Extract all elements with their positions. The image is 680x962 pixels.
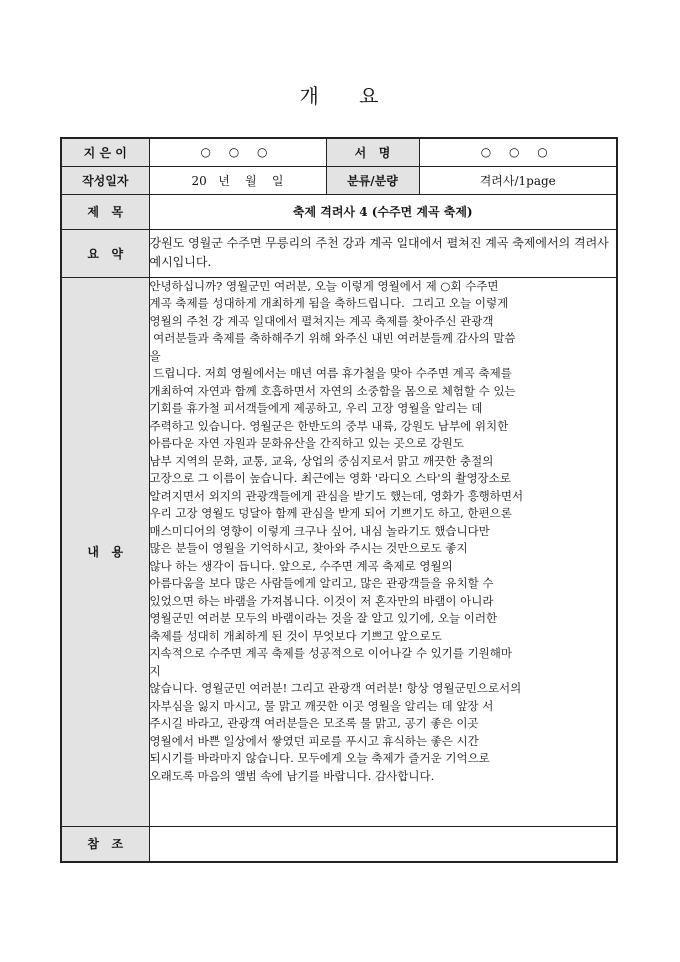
content-line: 오래도록 마음의 앨범 속에 남기를 바랍니다. 감사합니다. — [149, 768, 435, 783]
subject-value: 축제 격려사 4 (수주면 계곡 축제) — [149, 194, 617, 229]
author-label: 지 은 이 — [61, 138, 149, 166]
content-line: 많은 분들이 영월을 기억하시고, 찾아와 주시는 것만으로도 좋지 — [149, 541, 468, 555]
content-line: 매스미디어의 영향이 이렇게 크구나 싶어, 내심 놀라기도 했습니다만 — [149, 523, 490, 538]
date-label: 작성일자 — [61, 166, 149, 194]
content-body — [149, 277, 617, 826]
content-line: 개최하여 자연과 함께 호흡하면서 자연의 소중함을 몸으로 체험할 수 있는 — [149, 383, 516, 398]
content-line: 영월에서 바쁜 일상에서 쌓였던 피로를 푸시고 휴식하는 좋은 시간 — [149, 733, 479, 748]
signature-value: ○ ○ ○ — [419, 138, 617, 166]
content-line: 아름다운 자연 자원과 문화유산을 간직하고 있는 곳으로 강원도 — [149, 436, 464, 450]
summary-value: 강원도 영월군 수주면 무릉리의 주천 강과 계곡 일대에서 펼쳐진 계곡 축제에서의 격려사 예시입니다. — [149, 229, 617, 277]
content-line: 드립니다. 저희 영월에서는 매년 여름 휴가철을 맞아 수주면 계곡 축제를 — [149, 366, 512, 380]
content-line: 주력하고 있습니다. 영월군은 한반도의 중부 내륙, 강원도 남부에 위치한 — [149, 418, 509, 433]
content-line: 계곡 축제를 성대하게 개최하게 됨을 축하드립니다. 그리고 오늘 이렇게 — [149, 296, 509, 310]
content-line: 않습니다. 영월군민 여러분! 그리고 관광객 여러분! 항상 영월군민으로서의 — [149, 681, 522, 695]
reference-row — [61, 826, 617, 862]
content-line: 우리 고장 영월도 덩달아 함께 관심을 받게 되어 기쁘기도 하고, 한편으론 — [149, 506, 512, 520]
content-line: 지속적으로 수주면 계곡 축제를 성공적으로 이어나갈 수 있기를 기원해마 — [149, 646, 513, 660]
content-line: 영월군민 여러분 모두의 바램이라는 것을 잘 알고 있기에, 오늘 이러한 — [149, 611, 498, 625]
page-title: 개 요 — [299, 84, 381, 108]
content-line: 영월의 주천 강 계곡 일대에서 펼쳐지는 계곡 축제를 찾아주신 관광객 — [149, 313, 494, 328]
content-line: 아름다움을 보다 많은 사람들에게 알리고, 많은 관광객들을 유치할 수 — [149, 576, 494, 590]
reference-value — [149, 826, 617, 862]
content-line: 알려지면서 외지의 관광객들에게 관심을 받기도 했는데, 영화가 흥행하면서 — [149, 488, 524, 503]
author-row — [61, 138, 617, 166]
content-text — [150, 278, 617, 786]
date-row — [61, 166, 617, 194]
content-line: 을 — [149, 348, 161, 363]
content-line: 지 — [149, 663, 161, 678]
content-line: 안녕하십니까? 영월군민 여러분, 오늘 이렇게 영월에서 제 ○회 수주면 — [149, 278, 499, 293]
subject-row — [61, 194, 617, 229]
content-line: 않나 하는 생각이 듭니다. 앞으로, 수주면 계곡 축제로 영월의 — [149, 558, 453, 573]
subject-label: 제 목 — [61, 194, 149, 229]
content-line: 기회를 휴가철 피서객들에게 제공하고, 우리 고장 영월을 알리는 데 — [149, 401, 483, 415]
category-label: 분류/분량 — [326, 166, 419, 194]
content-row — [61, 277, 617, 826]
content-line: 남부 지역의 문화, 교통, 교육, 상업의 중심지로서 맑고 깨끗한 충절의 — [149, 453, 494, 468]
signature-label: 서 명 — [326, 138, 419, 166]
content-line: 되시기를 바라마지 않습니다. 모두에게 오늘 축제가 즐거운 기억으로 — [149, 751, 490, 765]
content-line: 고장으로 그 이름이 높습니다. 최근에는 영화 '라디오 스타'의 촬영장소로 — [149, 471, 511, 485]
summary-row — [61, 229, 617, 277]
content-line: 축제를 성대히 개최하게 된 것이 무엇보다 기쁘고 앞으로도 — [149, 628, 442, 643]
content-line: 있었으면 하는 바램을 가져봅니다. 이것이 저 혼자만의 바램이 아니라 — [149, 593, 494, 608]
date-value: 20 년 월 일 — [149, 166, 326, 194]
content-line: 자부심을 잃지 마시고, 물 맑고 깨끗한 이곳 영월을 알리는 데 앞장 서 — [149, 698, 494, 713]
content-line: 주시길 바라고, 관광객 여러분들은 모조록 물 맑고, 공기 좋은 이곳 — [149, 716, 479, 730]
overview-form — [60, 137, 618, 863]
content-label: 내 용 — [61, 277, 149, 826]
summary-label: 요 약 — [61, 229, 149, 277]
author-value: ○ ○ ○ — [149, 138, 326, 166]
category-value: 격려사/1page — [419, 166, 617, 194]
content-line: 여러분들과 축제를 축하해주기 위해 와주신 내빈 여러분들께 감사의 말씀 — [149, 331, 516, 345]
reference-label: 참 조 — [61, 826, 149, 862]
